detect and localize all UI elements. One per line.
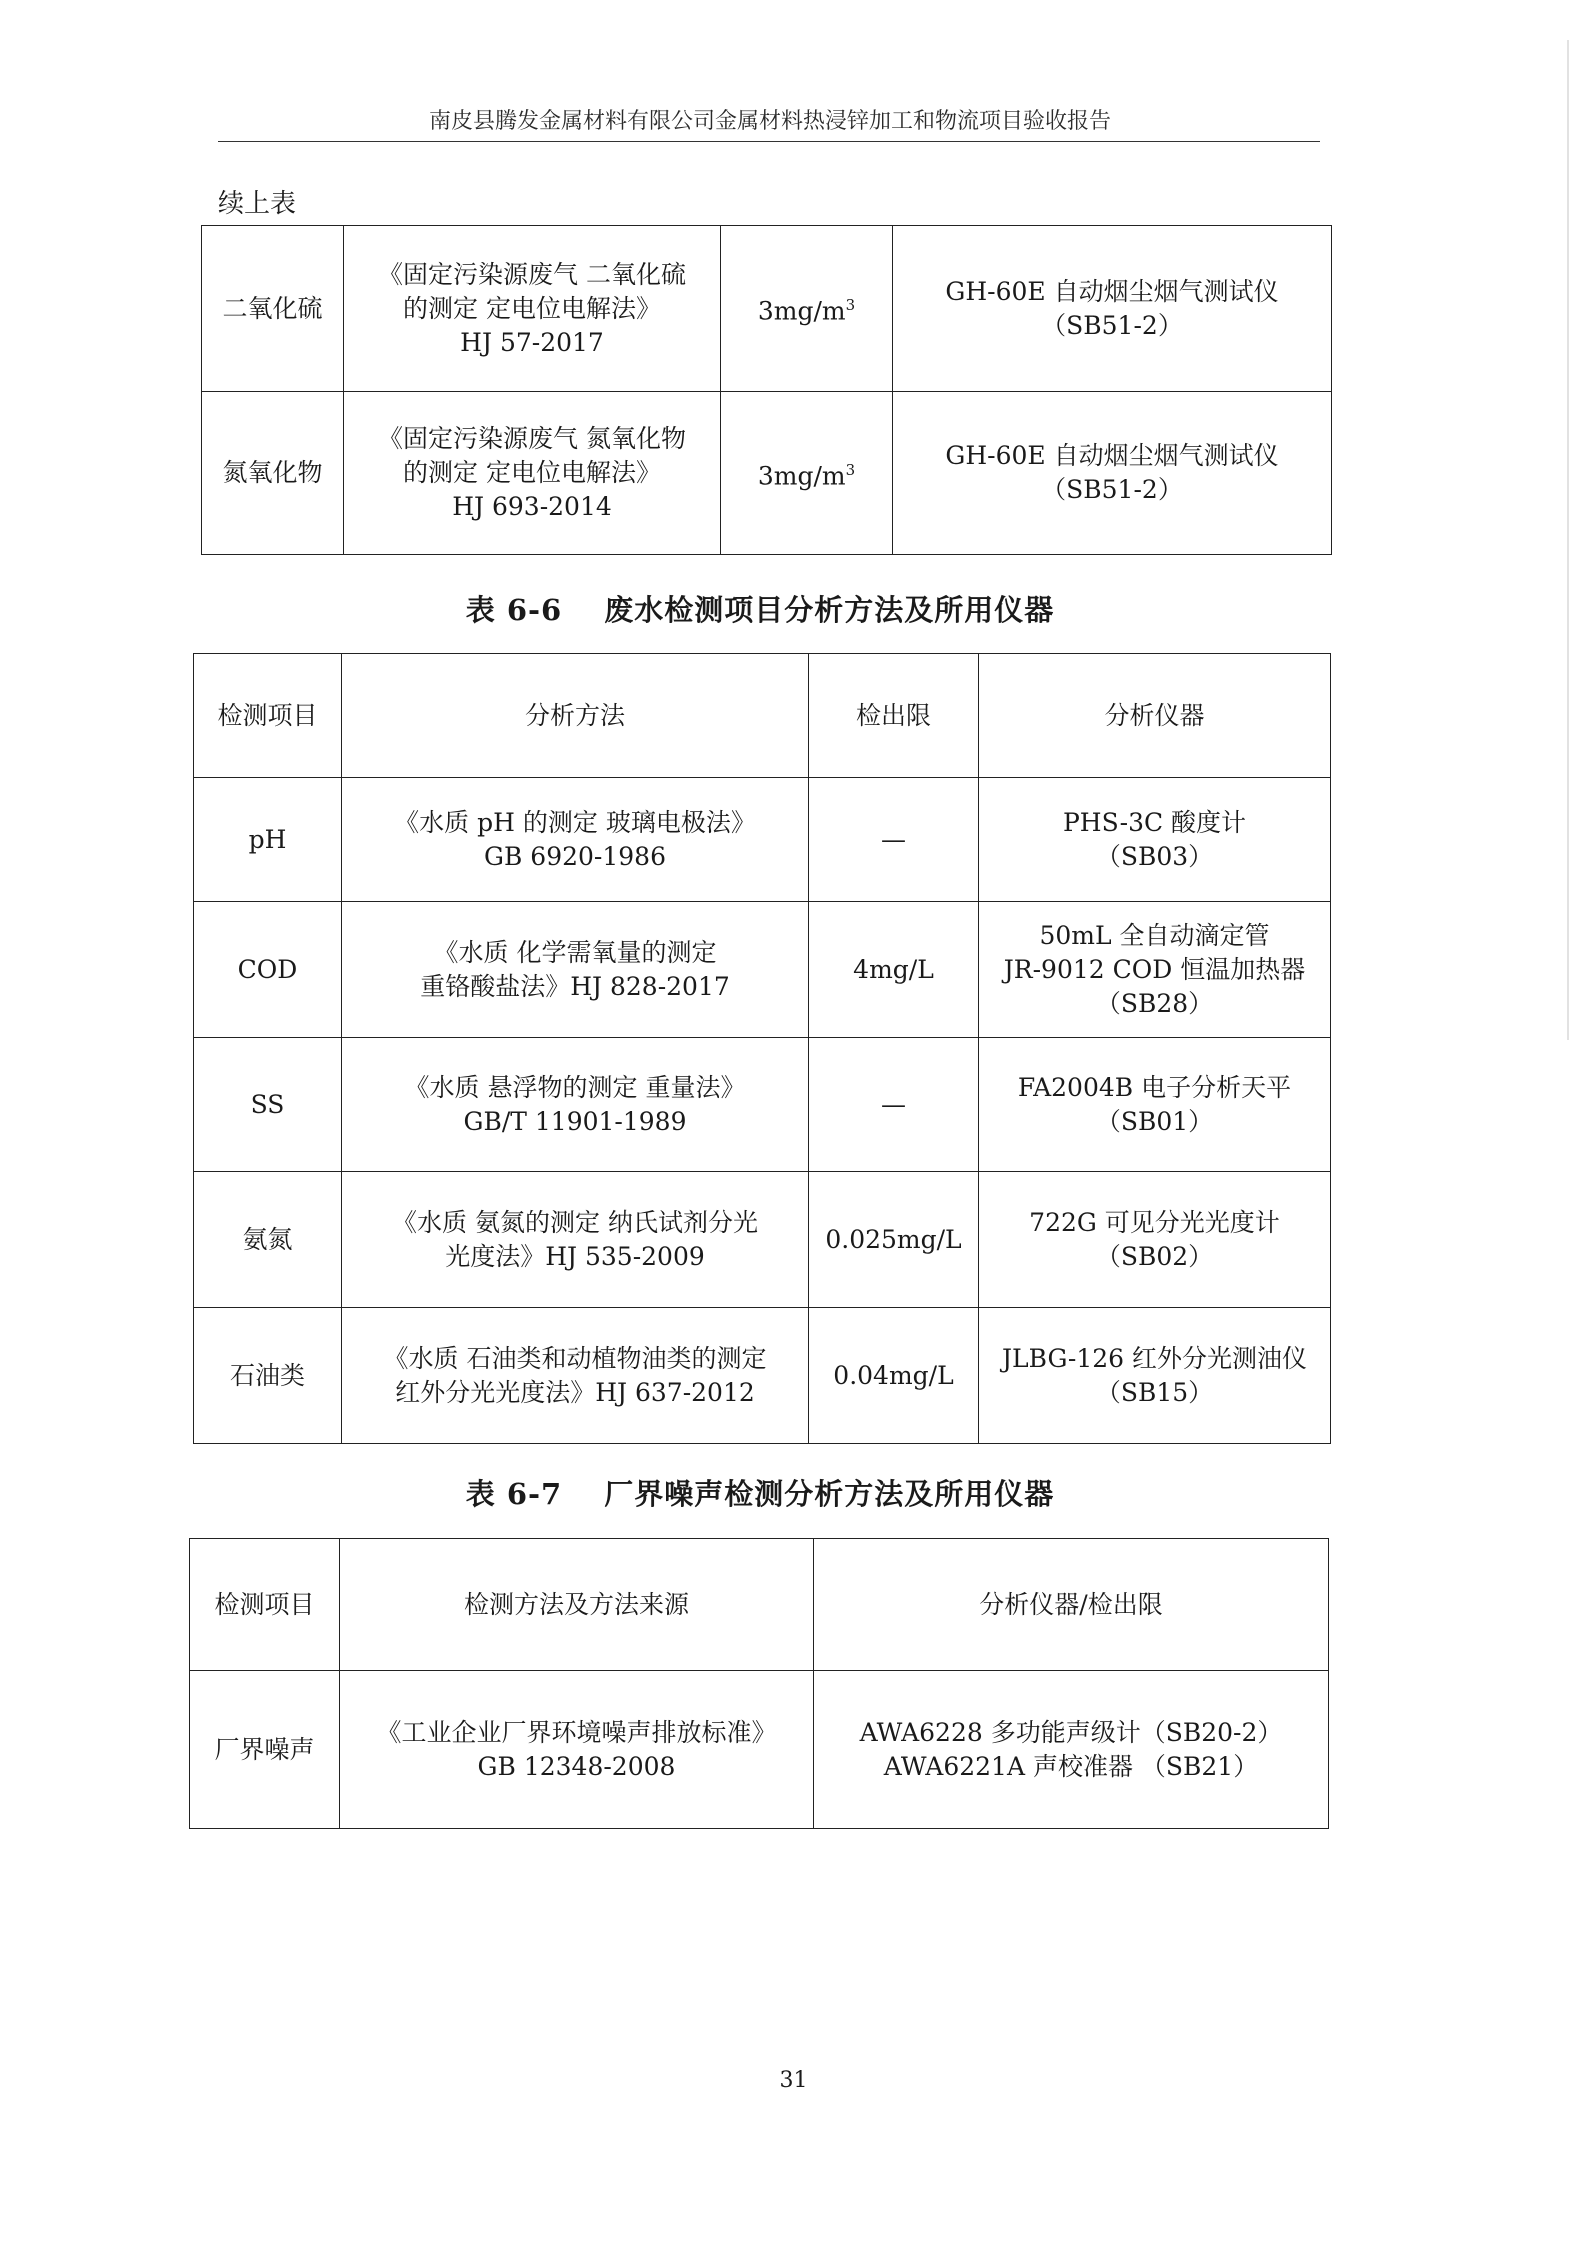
method-line: 《水质 石油类和动植物油类的测定 (383, 1343, 767, 1373)
method-line: 的测定 定电位电解法》 (403, 458, 661, 487)
limit-value: 3mg/m (757, 296, 846, 326)
method-cell (340, 1671, 814, 1829)
method-line: 《固定污染源废气 二氧化硫 (378, 259, 686, 289)
instrument-line: JLBG-126 红外分光测油仪 (1001, 1343, 1307, 1373)
caption-number: 表 6-7 (465, 1477, 563, 1511)
table-header-row (190, 1539, 1329, 1671)
table-row (194, 1308, 1331, 1444)
header-cell: 检出限 (809, 654, 979, 778)
instrument-line: （SB28） (1095, 988, 1214, 1018)
limit-cell (721, 226, 893, 392)
instrument-cell (893, 226, 1332, 392)
limit-value: 3mg/m (757, 461, 846, 491)
method-cell (342, 1038, 809, 1172)
table-row (194, 1172, 1331, 1308)
instrument-line: PHS-3C 酸度计 (1062, 807, 1247, 837)
header-rule (218, 141, 1320, 142)
header-cell: 检测方法及方法来源 (340, 1539, 814, 1671)
method-line: GB 6920-1986 (484, 841, 666, 871)
instrument-line: GH-60E 自动烟尘烟气测试仪 (945, 276, 1279, 306)
item-cell: pH (194, 778, 342, 902)
instrument-line: （SB51-2） (1041, 310, 1183, 340)
item-cell: 厂界噪声 (190, 1671, 340, 1829)
instrument-line: JR-9012 COD 恒温加热器 (1003, 954, 1306, 984)
caption-title: 厂界噪声检测分析方法及所用仪器 (604, 1477, 1055, 1511)
method-cell (342, 1308, 809, 1444)
instrument-line: （SB15） (1095, 1377, 1214, 1407)
instrument-line: （SB02） (1095, 1241, 1214, 1271)
table-row (194, 778, 1331, 902)
table-row (190, 1671, 1329, 1829)
limit-cell: 4mg/L (809, 902, 979, 1038)
method-line: GB 12348-2008 (477, 1751, 676, 1781)
limit-cell: — (809, 778, 979, 902)
method-line: 光度法》HJ 535-2009 (445, 1241, 705, 1271)
method-cell (342, 1172, 809, 1308)
item-cell: 氨氮 (194, 1172, 342, 1308)
instrument-line: （SB01） (1095, 1106, 1214, 1136)
instrument-line: FA2004B 电子分析天平 (1017, 1072, 1292, 1102)
instrument-cell (979, 902, 1331, 1038)
table-6-6 (193, 653, 1331, 1444)
table-6-7-caption (190, 1472, 1330, 1513)
instrument-cell (979, 1308, 1331, 1444)
method-line: HJ 57-2017 (460, 327, 604, 357)
header-cell: 检测项目 (190, 1539, 340, 1671)
limit-superscript: 3 (845, 460, 856, 479)
caption-title: 废水检测项目分析方法及所用仪器 (604, 593, 1055, 627)
instrument-line: AWA6228 多功能声级计（SB20-2） (859, 1717, 1283, 1747)
method-line: 《水质 pH 的测定 玻璃电极法》 (394, 807, 756, 837)
method-line: 的测定 定电位电解法》 (403, 293, 661, 323)
table-continued (201, 225, 1332, 555)
method-line: HJ 693-2014 (452, 492, 612, 521)
item-cell: 二氧化硫 (202, 226, 344, 392)
item-cell: COD (194, 902, 342, 1038)
table-row (194, 902, 1331, 1038)
limit-cell: 0.025mg/L (809, 1172, 979, 1308)
item-cell: SS (194, 1038, 342, 1172)
header-cell: 分析方法 (342, 654, 809, 778)
instrument-cell (979, 1172, 1331, 1308)
table-6-7 (189, 1538, 1329, 1829)
instrument-cell (979, 778, 1331, 902)
header-cell: 分析仪器 (979, 654, 1331, 778)
method-line: 《水质 化学需氧量的测定 (433, 937, 717, 967)
method-cell (344, 226, 721, 392)
page-number: 31 (779, 2068, 808, 2093)
method-line: 重铬酸盐法》HJ 828-2017 (420, 971, 730, 1001)
caption-number: 表 6-6 (465, 593, 563, 627)
method-cell (342, 902, 809, 1038)
table-row (202, 226, 1332, 392)
instrument-line: 50mL 全自动滴定管 (1039, 920, 1270, 950)
instrument-cell (979, 1038, 1331, 1172)
method-line: 《水质 氨氮的测定 纳氏试剂分光 (392, 1207, 758, 1237)
method-line: 红外分光光度法》HJ 637-2012 (395, 1377, 755, 1407)
scan-edge-mark (1567, 40, 1569, 1040)
limit-superscript: 3 (845, 296, 856, 315)
limit-cell: — (809, 1038, 979, 1172)
instrument-line: AWA6221A 声校准器 （SB21） (883, 1751, 1259, 1781)
method-line: GB/T 11901-1989 (463, 1106, 687, 1136)
item-cell: 石油类 (194, 1308, 342, 1444)
instrument-line: （SB03） (1095, 841, 1214, 871)
method-cell (344, 392, 721, 555)
table-6-6-caption (190, 588, 1330, 629)
instrument-cell (814, 1671, 1329, 1829)
instrument-line: 722G 可见分光光度计 (1029, 1207, 1280, 1237)
header-cell: 分析仪器/检出限 (814, 1539, 1329, 1671)
limit-cell (721, 392, 893, 555)
header-cell: 检测项目 (194, 654, 342, 778)
instrument-line: GH-60E 自动烟尘烟气测试仪 (945, 441, 1279, 470)
table-row (202, 392, 1332, 555)
instrument-cell (893, 392, 1332, 555)
table-row (194, 1038, 1331, 1172)
method-cell (342, 778, 809, 902)
instrument-line: （SB51-2） (1041, 475, 1183, 504)
limit-cell: 0.04mg/L (809, 1308, 979, 1444)
item-cell: 氮氧化物 (202, 392, 344, 555)
method-line: 《固定污染源废气 氮氧化物 (378, 424, 686, 453)
table-header-row (194, 654, 1331, 778)
continued-label: 续上表 (218, 189, 297, 219)
method-line: 《水质 悬浮物的测定 重量法》 (404, 1072, 746, 1102)
method-line: 《工业企业厂界环境噪声排放标准》 (376, 1717, 777, 1747)
running-header: 南皮县腾发金属材料有限公司金属材料热浸锌加工和物流项目验收报告 (428, 109, 1111, 134)
